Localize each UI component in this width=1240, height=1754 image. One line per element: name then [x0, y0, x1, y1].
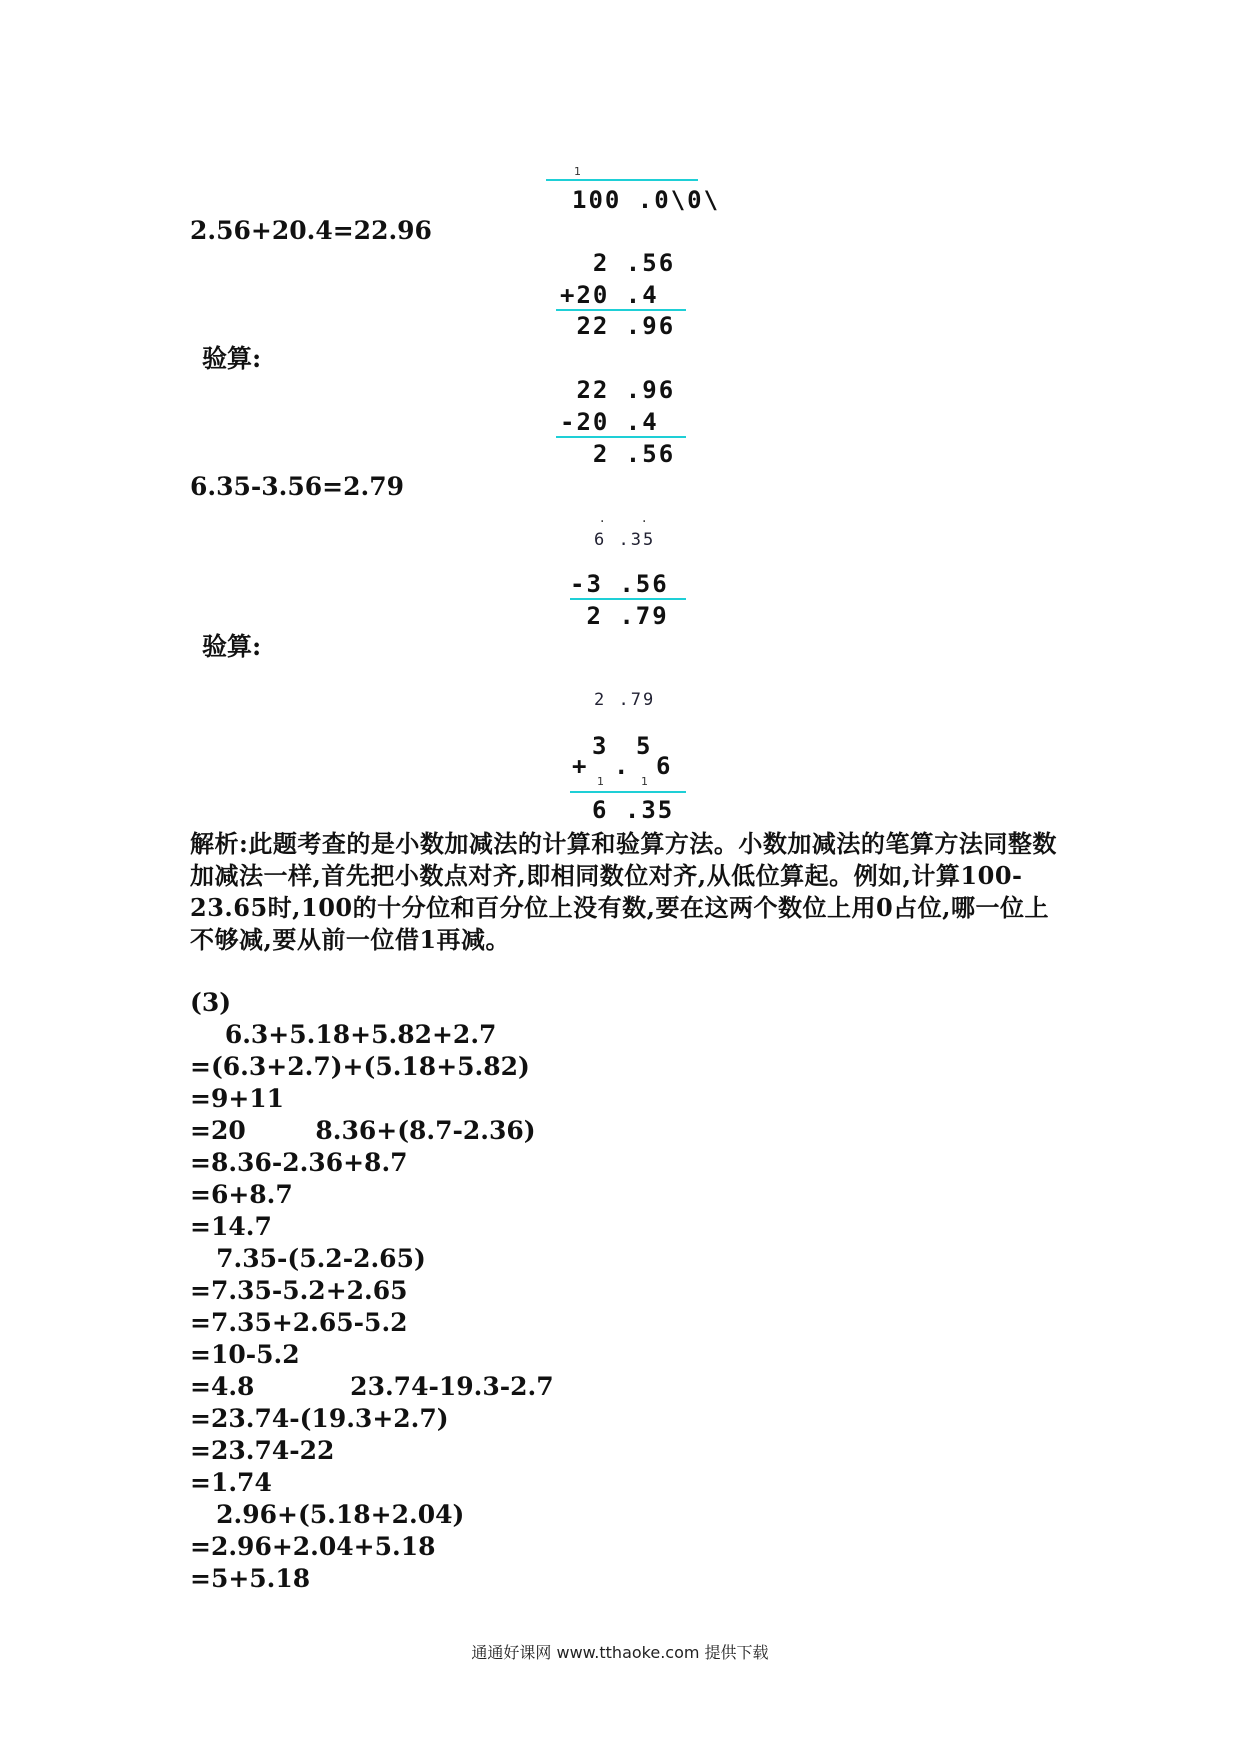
calculation-line: =6+8.7	[190, 1180, 293, 1209]
calculation-line: 2.96+(5.18+2.04)	[190, 1500, 465, 1529]
sub-result: 2 .79	[570, 602, 669, 630]
check-label: 验算:	[202, 632, 262, 661]
calculation-line: =7.35-5.2+2.65	[190, 1276, 408, 1305]
check-add-digit: 3	[592, 732, 609, 760]
plus-sign: +	[572, 752, 589, 780]
calculation-line: =(6.3+2.7)+(5.18+5.82)	[190, 1052, 530, 1081]
calculation-line: 7.35-(5.2-2.65)	[190, 1244, 426, 1273]
carry-mark: 1	[574, 165, 581, 178]
add-row-1: 2 .56	[560, 249, 676, 277]
equation-sub: 6.35-3.56=2.79	[190, 472, 404, 501]
calculation-line: =14.7	[190, 1212, 272, 1241]
add-row-2: +20 .4	[560, 281, 659, 309]
calculation-line: =2.96+2.04+5.18	[190, 1532, 436, 1561]
calc-line: 100 .0\0\	[572, 186, 721, 214]
calculation-line: =23.74-22	[190, 1436, 335, 1465]
analysis-paragraph: 解析:此题考查的是小数加减法的计算和验算方法。小数加减法的笔算方法同整数加减法一样,首先把小数点对齐,即相同数位对齐,从低位算起。例如,计算100-23.65时,100的十分位和百分位上没有数,要在这两个数位上用0占位,哪一位上不够减,要从前一位借1再减。	[190, 829, 1057, 954]
sub-top: 6 .35	[594, 530, 656, 550]
check-sub-rule	[556, 436, 686, 438]
calculation-line: =4.8 23.74-19.3-2.7	[190, 1372, 554, 1401]
borrow-dot: .	[642, 510, 647, 526]
carry-mark: 1	[641, 775, 648, 788]
calculation-line: =8.36-2.36+8.7	[190, 1148, 408, 1177]
calculation-line: =23.74-(19.3+2.7)	[190, 1404, 449, 1433]
add-rule	[556, 309, 686, 311]
check-sub-row-2: -20 .4	[560, 408, 659, 436]
calculation-line: =5+5.18	[190, 1564, 311, 1593]
calculation-line: =1.74	[190, 1468, 272, 1497]
equation-add: 2.56+20.4=22.96	[190, 216, 432, 245]
section-heading: (3)	[190, 988, 232, 1017]
calculation-line: =7.35+2.65-5.2	[190, 1308, 408, 1337]
check-add-top: 2 .79	[594, 690, 656, 710]
decimal-point: .	[614, 752, 631, 780]
calculation-line: =9+11	[190, 1084, 285, 1113]
check-sub-result: 2 .56	[560, 440, 676, 468]
borrow-dot: .	[600, 510, 605, 526]
check-sub-row-1: 22 .96	[560, 376, 676, 404]
add-result: 22 .96	[560, 312, 676, 340]
check-add-digit: 6	[656, 752, 673, 780]
sub-rule	[570, 598, 686, 600]
calculation-line: 6.3+5.18+5.82+2.7	[190, 1020, 497, 1049]
check-add-result: 6 .35	[592, 796, 675, 824]
calc-rule	[546, 179, 698, 181]
check-add-rule	[570, 791, 686, 793]
carry-mark: 1	[597, 775, 604, 788]
check-label: 验算:	[202, 344, 262, 373]
page-footer: 通通好课网 www.tthaoke.com 提供下载	[471, 1643, 769, 1662]
check-add-digit: 5	[636, 732, 653, 760]
sub-row-2: -3 .56	[570, 570, 669, 598]
calculation-line: =10-5.2	[190, 1340, 300, 1369]
calculation-line: =20 8.36+(8.7-2.36)	[190, 1116, 536, 1145]
